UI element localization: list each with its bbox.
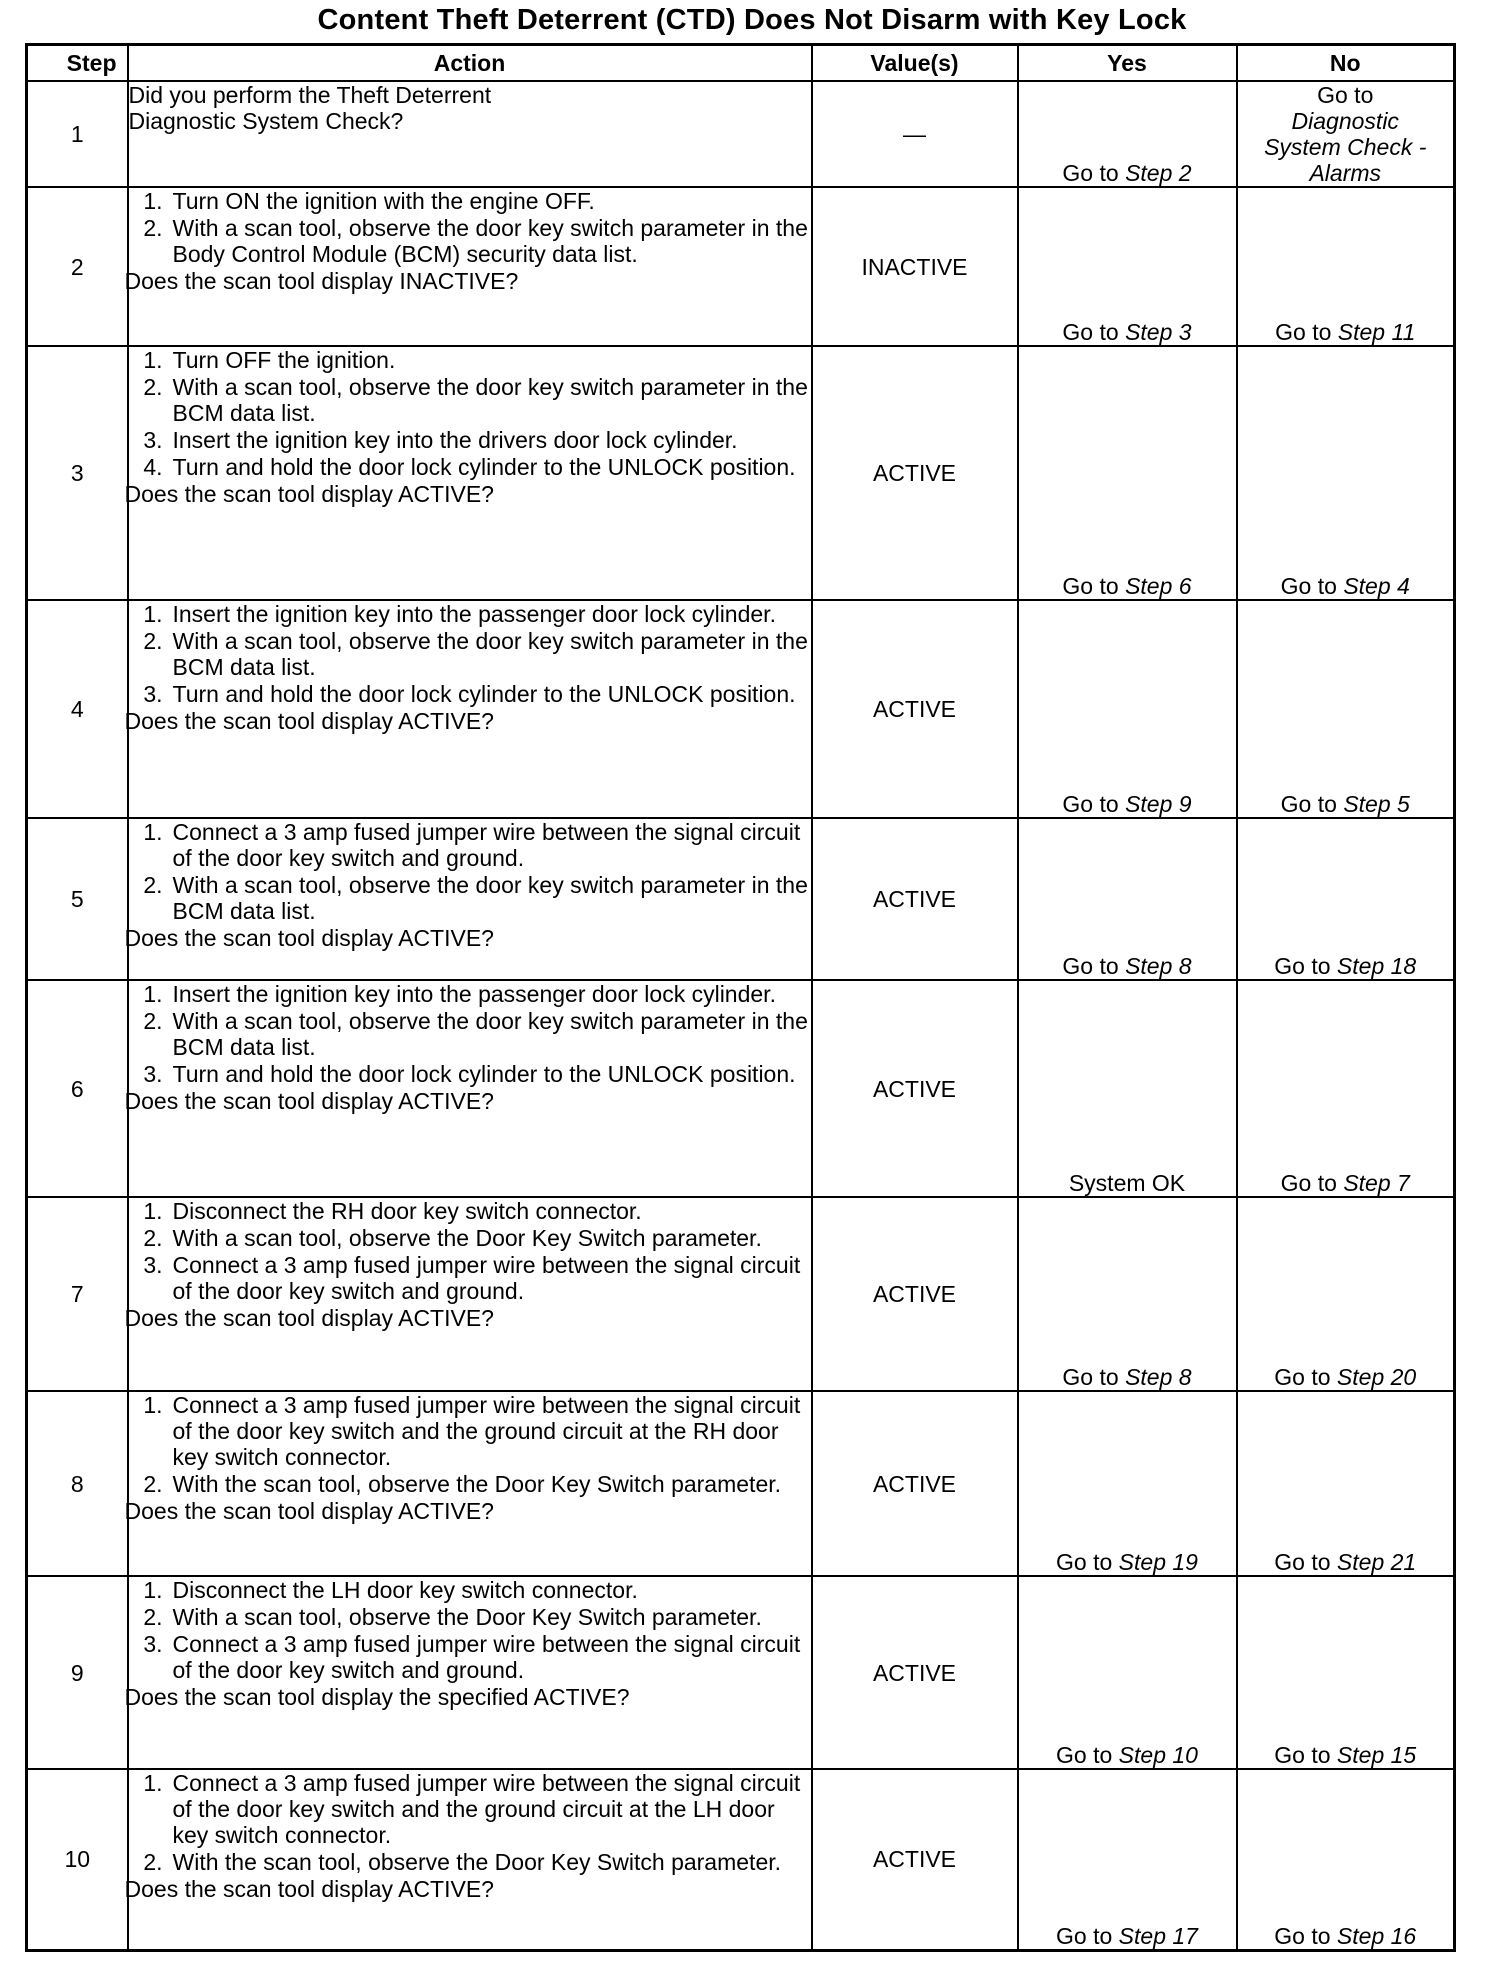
substep-list	[129, 1198, 811, 1304]
step-number: 6	[27, 980, 128, 1197]
action-cell	[124, 600, 812, 818]
yes-goto-link[interactable]	[1056, 1923, 1198, 1949]
substep-item	[129, 628, 811, 680]
substep-number: 2.	[143, 1604, 163, 1630]
yes-target: Step 19	[1118, 1549, 1198, 1575]
table-row	[27, 1197, 1455, 1391]
yes-goto-link[interactable]	[1056, 1549, 1198, 1575]
no-cell	[1237, 1769, 1455, 1950]
substep-number: 1.	[143, 347, 163, 373]
action-question: Does the scan tool display ACTIVE?	[124, 1305, 494, 1331]
no-goto-link[interactable]	[1281, 573, 1410, 599]
substep-list	[129, 1577, 811, 1683]
value-cell: ACTIVE	[812, 980, 1018, 1197]
substep-text: With the scan tool, observe the Door Key Switch parameter.	[172, 1471, 782, 1497]
no-prefix: Go to	[1317, 82, 1374, 108]
substep-number: 1.	[143, 601, 163, 627]
substep-text: With the scan tool, observe the Door Key Switch parameter.	[172, 1849, 782, 1875]
yes-target: Step 3	[1125, 319, 1192, 345]
no-goto-link[interactable]	[1274, 1364, 1416, 1390]
substep-item	[129, 1471, 811, 1497]
yes-cell	[1018, 81, 1237, 187]
value-cell: ACTIVE	[812, 1197, 1018, 1391]
no-prefix: Go to	[1280, 573, 1337, 599]
step-number: 1	[27, 81, 128, 187]
substep-list	[129, 981, 811, 1087]
action-question: Does the scan tool display ACTIVE?	[124, 1498, 494, 1524]
no-target: Step 5	[1343, 791, 1410, 817]
no-goto-link[interactable]	[1281, 1170, 1410, 1196]
substep-text: With a scan tool, observe the door key switch parameter in the BCM data list.	[172, 1008, 808, 1060]
action-cell	[124, 980, 812, 1197]
action-cell	[124, 1197, 812, 1391]
substep-item	[129, 1392, 811, 1470]
yes-prefix: Go to	[1062, 1364, 1119, 1390]
substep-list	[129, 1392, 811, 1497]
yes-target: Step 9	[1125, 791, 1192, 817]
substep-number: 1.	[143, 1392, 163, 1418]
no-target: Step 15	[1336, 1742, 1417, 1768]
yes-prefix: Go to	[1056, 1922, 1113, 1949]
yes-goto-link[interactable]	[1069, 1170, 1185, 1196]
yes-prefix: Go to	[1056, 1549, 1113, 1575]
substep-number: 1.	[143, 981, 163, 1007]
yes-target: Step 17	[1118, 1922, 1198, 1949]
substep-text: With a scan tool, observe the Door Key Switch parameter.	[172, 1225, 762, 1251]
no-cell	[1237, 81, 1455, 187]
header-value: Value(s)	[812, 45, 1018, 82]
substep-number: 1.	[143, 188, 163, 214]
no-goto-link[interactable]	[1274, 953, 1416, 979]
yes-goto-link[interactable]	[1062, 953, 1191, 979]
step-number: 3	[27, 346, 128, 600]
action-cell	[124, 346, 812, 600]
no-prefix: Go to	[1274, 1549, 1331, 1575]
table-row	[27, 1769, 1455, 1950]
substep-item	[129, 1770, 811, 1848]
action-question: Does the scan tool display ACTIVE?	[124, 925, 494, 951]
substep-number: 4.	[143, 454, 163, 480]
yes-prefix: System OK	[1068, 1170, 1186, 1196]
no-prefix: Go to	[1280, 1170, 1337, 1196]
substep-item	[129, 374, 811, 426]
substep-text: Turn and hold the door lock cylinder to the UNLOCK position.	[172, 454, 796, 480]
yes-goto-link[interactable]	[1062, 160, 1191, 186]
yes-cell	[1018, 1769, 1237, 1950]
header-yes: Yes	[1018, 45, 1237, 82]
substep-text: With a scan tool, observe the door key switch parameter in the BCM data list.	[172, 628, 808, 680]
substep-text: Turn and hold the door lock cylinder to the UNLOCK position.	[172, 681, 796, 707]
substep-number: 2.	[143, 215, 163, 241]
substep-list	[129, 819, 811, 924]
yes-cell	[1018, 346, 1237, 600]
substep-item	[129, 1008, 811, 1060]
yes-target: Step 2	[1125, 160, 1192, 186]
action-cell	[124, 1576, 812, 1769]
substep-item	[129, 188, 811, 214]
table-header-row	[27, 45, 1455, 82]
page-title: Content Theft Deterrent (CTD) Does Not Disarm with Key Lock	[317, 4, 1187, 36]
no-prefix: Go to	[1280, 791, 1337, 817]
header-no: No	[1237, 45, 1455, 82]
substep-item	[129, 347, 811, 373]
yes-cell	[1018, 980, 1237, 1197]
table-row	[27, 81, 1455, 187]
substep-number: 3.	[143, 1252, 163, 1278]
yes-cell	[1018, 1197, 1237, 1391]
value-cell: ACTIVE	[812, 1391, 1018, 1576]
yes-cell	[1018, 1391, 1237, 1576]
action-cell	[124, 187, 812, 346]
substep-item	[129, 215, 811, 267]
substep-text: Connect a 3 amp fused jumper wire between the signal circuit of the door key switch and the ground circuit at the RH door key switch connector.	[172, 1392, 801, 1470]
value-cell: INACTIVE	[812, 187, 1018, 346]
substep-number: 2.	[143, 872, 163, 898]
substep-text: With a scan tool, observe the Door Key Switch parameter.	[172, 1604, 762, 1630]
no-cell	[1237, 980, 1455, 1197]
substep-number: 1.	[143, 1198, 163, 1224]
action-cell	[128, 81, 812, 187]
substep-item	[129, 981, 811, 1007]
substep-number: 2.	[143, 1008, 163, 1034]
header-step: Step	[27, 45, 128, 82]
yes-cell	[1018, 187, 1237, 346]
table-row	[27, 980, 1455, 1197]
yes-prefix: Go to	[1062, 319, 1119, 345]
no-target: Step 21	[1336, 1549, 1417, 1575]
value-cell: ACTIVE	[812, 818, 1018, 980]
yes-cell	[1018, 600, 1237, 818]
step-number: 10	[27, 1769, 128, 1950]
table-row	[27, 346, 1455, 600]
no-prefix: Go to	[1274, 953, 1331, 979]
substep-text: Connect a 3 amp fused jumper wire between the signal circuit of the door key switch and ground.	[172, 819, 801, 871]
action-question: Does the scan tool display ACTIVE?	[124, 1088, 494, 1114]
no-cell	[1237, 346, 1455, 600]
substep-number: 1.	[143, 819, 163, 845]
table-row	[27, 818, 1455, 980]
substep-number: 3.	[143, 1061, 163, 1087]
substep-item	[129, 1849, 811, 1875]
step-number: 8	[27, 1391, 128, 1576]
yes-cell	[1018, 818, 1237, 980]
action-cell	[124, 818, 812, 980]
substep-number: 3.	[143, 681, 163, 707]
no-goto-link[interactable]	[1275, 319, 1415, 345]
no-cell	[1237, 1576, 1455, 1769]
substep-list	[129, 1770, 811, 1875]
substep-text: Connect a 3 amp fused jumper wire between the signal circuit of the door key switch and ground.	[172, 1252, 801, 1304]
substep-text: Insert the ignition key into the passenger door lock cylinder.	[172, 601, 776, 627]
step-number: 4	[27, 600, 128, 818]
action-intro: Did you perform the Theft Deterrent Diagnostic System Check?	[128, 82, 492, 134]
substep-number: 1.	[143, 1577, 163, 1603]
no-target: Step 7	[1343, 1170, 1410, 1196]
substep-list	[129, 347, 811, 480]
yes-prefix: Go to	[1062, 953, 1119, 979]
no-cell	[1237, 1197, 1455, 1391]
substep-text: Connect a 3 amp fused jumper wire between the signal circuit of the door key switch and the ground circuit at the LH door key switch connector.	[172, 1770, 801, 1848]
substep-text: Disconnect the LH door key switch connector.	[172, 1577, 638, 1603]
substep-text: With a scan tool, observe the door key switch parameter in the BCM data list.	[172, 374, 808, 426]
action-cell	[124, 1391, 812, 1576]
substep-item	[129, 1631, 811, 1683]
action-question: Does the scan tool display INACTIVE?	[124, 268, 519, 294]
no-target: Step 20	[1336, 1364, 1417, 1390]
header-action: Action	[128, 45, 812, 82]
substep-text: Insert the ignition key into the passenger door lock cylinder.	[172, 981, 776, 1007]
step-number: 7	[27, 1197, 128, 1391]
substep-text: Turn and hold the door lock cylinder to the UNLOCK position.	[172, 1061, 796, 1087]
substep-number: 2.	[143, 628, 163, 654]
substep-number: 2.	[143, 1471, 163, 1497]
yes-goto-link[interactable]	[1056, 1742, 1198, 1768]
no-cell	[1237, 818, 1455, 980]
step-number: 5	[27, 818, 128, 980]
substep-item	[129, 454, 811, 480]
substep-item	[129, 1577, 811, 1603]
yes-target: Step 8	[1125, 953, 1192, 979]
substep-list	[129, 601, 811, 707]
value-cell: ACTIVE	[812, 346, 1018, 600]
no-target: Step 11	[1337, 319, 1416, 345]
substep-number: 1.	[143, 1770, 163, 1796]
value-cell: ACTIVE	[812, 1576, 1018, 1769]
no-target: Step 4	[1343, 573, 1410, 599]
value-cell: ACTIVE	[812, 600, 1018, 818]
no-prefix: Go to	[1275, 319, 1332, 345]
substep-text: With a scan tool, observe the door key switch parameter in the BCM data list.	[172, 872, 808, 924]
substep-text: With a scan tool, observe the door key switch parameter in the Body Control Module (BCM) security data list.	[172, 215, 808, 267]
yes-goto-link[interactable]	[1062, 573, 1191, 599]
no-goto-link[interactable]	[1274, 1742, 1416, 1768]
action-question: Does the scan tool display ACTIVE?	[124, 708, 494, 734]
substep-item	[129, 1225, 811, 1251]
substep-item	[129, 1252, 811, 1304]
action-question: Does the scan tool display ACTIVE?	[124, 481, 494, 507]
substep-text: Disconnect the RH door key switch connector.	[172, 1198, 642, 1224]
substep-item	[129, 819, 811, 871]
value-cell: ACTIVE	[812, 1769, 1018, 1950]
table-row	[27, 187, 1455, 346]
table-row	[27, 1391, 1455, 1576]
substep-item	[129, 1198, 811, 1224]
yes-prefix: Go to	[1056, 1742, 1113, 1768]
no-prefix: Go to	[1274, 1922, 1331, 1949]
substep-list	[129, 188, 811, 267]
substep-item	[129, 872, 811, 924]
yes-prefix: Go to	[1062, 160, 1119, 186]
yes-cell	[1018, 1576, 1237, 1769]
no-cell	[1237, 187, 1455, 346]
no-goto-link[interactable]	[1274, 1549, 1416, 1575]
yes-goto-link[interactable]	[1062, 319, 1191, 345]
substep-text: Insert the ignition key into the drivers door lock cylinder.	[172, 427, 738, 453]
substep-item	[129, 427, 811, 453]
no-cell	[1237, 1391, 1455, 1576]
no-goto-link[interactable]	[1281, 791, 1410, 817]
yes-target: Step 6	[1125, 573, 1192, 599]
substep-item	[129, 681, 811, 707]
substep-item	[129, 601, 811, 627]
substep-number: 3.	[143, 427, 163, 453]
substep-text: Connect a 3 amp fused jumper wire between the signal circuit of the door key switch and ground.	[172, 1631, 801, 1683]
diagnostic-table	[25, 43, 1456, 1952]
yes-target: Step 10	[1118, 1742, 1198, 1768]
no-prefix: Go to	[1274, 1742, 1331, 1768]
substep-item	[129, 1604, 811, 1630]
action-question: Does the scan tool display the specified ACTIVE?	[124, 1684, 630, 1710]
substep-number: 2.	[143, 1225, 163, 1251]
step-number: 9	[27, 1576, 128, 1769]
yes-goto-link[interactable]	[1062, 1364, 1191, 1390]
table-row	[27, 600, 1455, 818]
substep-text: Turn ON the ignition with the engine OFF.	[172, 188, 595, 214]
no-cell	[1237, 600, 1455, 818]
action-cell	[124, 1769, 812, 1950]
step-number: 2	[27, 187, 128, 346]
yes-target: Step 8	[1125, 1364, 1192, 1390]
substep-text: Turn OFF the ignition.	[172, 347, 396, 373]
action-question: Does the scan tool display ACTIVE?	[124, 1876, 494, 1902]
substep-item	[129, 1061, 811, 1087]
no-target: Step 16	[1336, 1922, 1417, 1949]
yes-prefix: Go to	[1062, 791, 1119, 817]
no-target: Diagnostic System Check - Alarms	[1264, 108, 1427, 186]
no-goto-link[interactable]	[1260, 82, 1430, 186]
table-row	[27, 1576, 1455, 1769]
substep-number: 3.	[143, 1631, 163, 1657]
yes-goto-link[interactable]	[1062, 791, 1191, 817]
no-goto-link[interactable]	[1274, 1923, 1416, 1949]
no-target: Step 18	[1336, 953, 1417, 979]
substep-number: 2.	[143, 1849, 163, 1875]
value-cell: —	[812, 81, 1018, 187]
no-prefix: Go to	[1274, 1364, 1331, 1390]
substep-number: 2.	[143, 374, 163, 400]
yes-prefix: Go to	[1062, 573, 1119, 599]
